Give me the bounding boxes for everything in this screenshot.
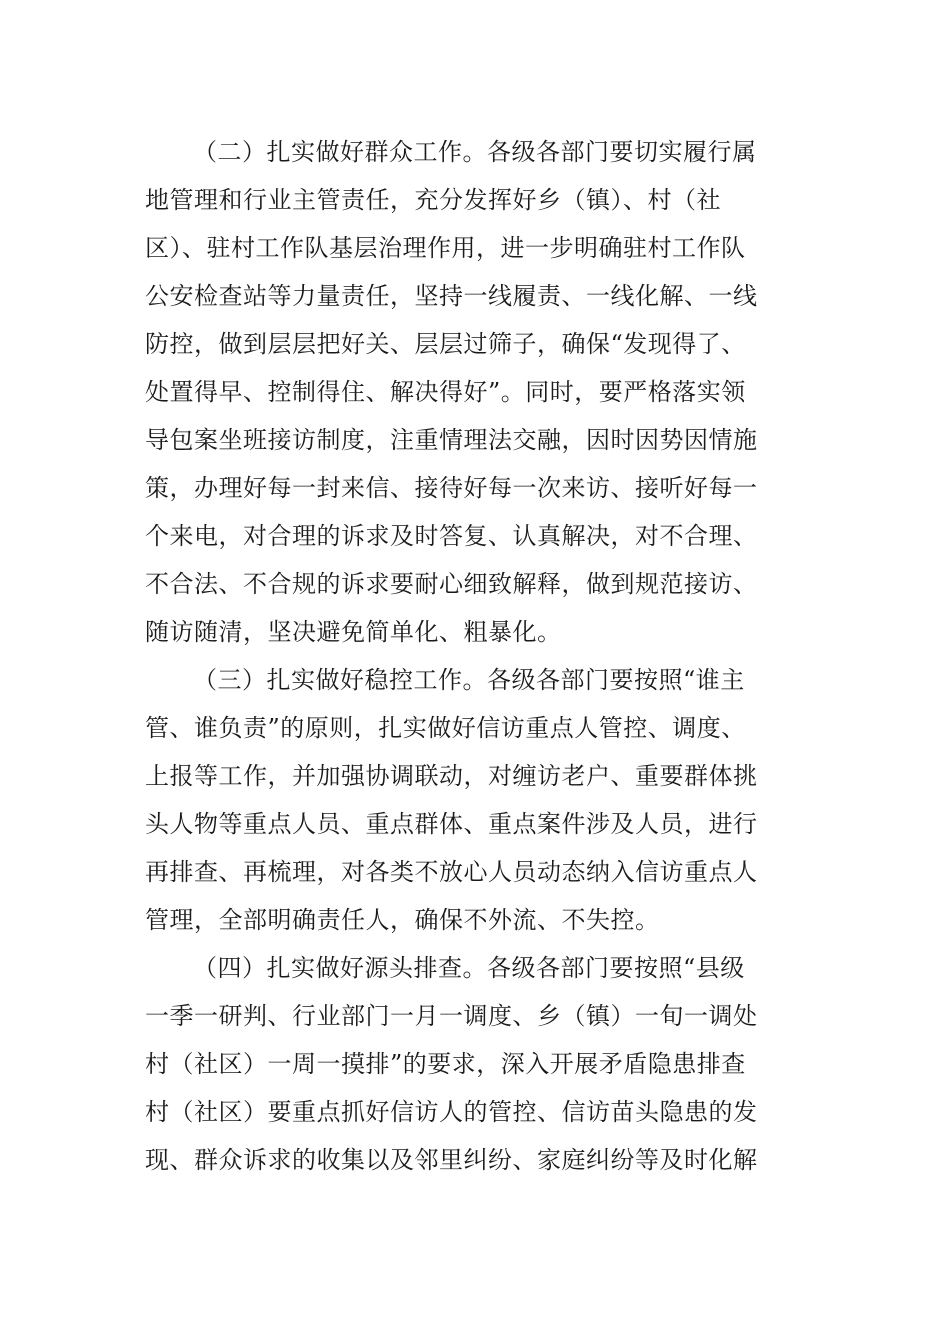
- para-3-line-3: 上报等工作，并加强协调联动，对缠访老户、重要群体挑: [145, 762, 758, 790]
- para-2-line-2: 地管理和行业主管责任，充分发挥好乡（镇）、村（社: [145, 186, 721, 214]
- para-4-line-2: 一季一研判、行业部门一月一调度、乡（镇）一旬一调处: [145, 1002, 758, 1030]
- para-4-line-5: 现、群众诉求的收集以及邻里纠纷、家庭纠纷等及时化解: [145, 1146, 758, 1174]
- para-3-line-4: 头人物等重点人员、重点群体、重点案件涉及人员，进行: [145, 810, 758, 838]
- para-2-line-3: 区）、驻村工作队基层治理作用，进一步明确驻村工作队: [145, 234, 746, 262]
- para-4-line-1: （四）扎实做好源头排查。各级各部门要按照“县级: [193, 954, 745, 982]
- para-3-line-5: 再排查、再梳理，对各类不放心人员动态纳入信访重点人: [145, 858, 758, 886]
- para-2-line-9: 个来电，对合理的诉求及时答复、认真解决，对不合理、: [145, 522, 758, 550]
- para-2-line-7: 导包案坐班接访制度，注重情理法交融，因时因势因情施: [145, 426, 758, 454]
- para-4-line-4: 村（社区）要重点抓好信访人的管控、信访苗头隐患的发: [145, 1098, 758, 1126]
- para-2-line-4: 公安检查站等力量责任，坚持一线履责、一线化解、一线: [145, 282, 758, 310]
- para-2-line-11: 随访随清，坚决避免简单化、粗暴化。: [145, 618, 562, 646]
- para-4-line-3: 村（社区）一周一摸排”的要求，深入开展矛盾隐患排查: [145, 1050, 746, 1078]
- para-2-line-1: （二）扎实做好群众工作。各级各部门要切实履行属: [193, 138, 757, 166]
- para-2-line-8: 策，办理好每一封来信、接待好每一次来访、接听好每一: [145, 474, 758, 502]
- para-3-line-6: 管理，全部明确责任人，确保不外流、不失控。: [145, 906, 660, 934]
- para-2-line-10: 不合法、不合规的诉求要耐心细致解释，做到规范接访、: [145, 570, 758, 598]
- para-3-line-2: 管、谁负责”的原则，扎实做好信访重点人管控、调度、: [145, 714, 746, 742]
- para-3-line-1: （三）扎实做好稳控工作。各级各部门要按照“谁主: [193, 666, 745, 694]
- para-2-line-6: 处置得早、控制得住、解决得好”。同时，要严格落实领: [145, 378, 746, 406]
- para-2-line-5: 防控，做到层层把好关、层层过筛子，确保“发现得了、: [145, 330, 746, 358]
